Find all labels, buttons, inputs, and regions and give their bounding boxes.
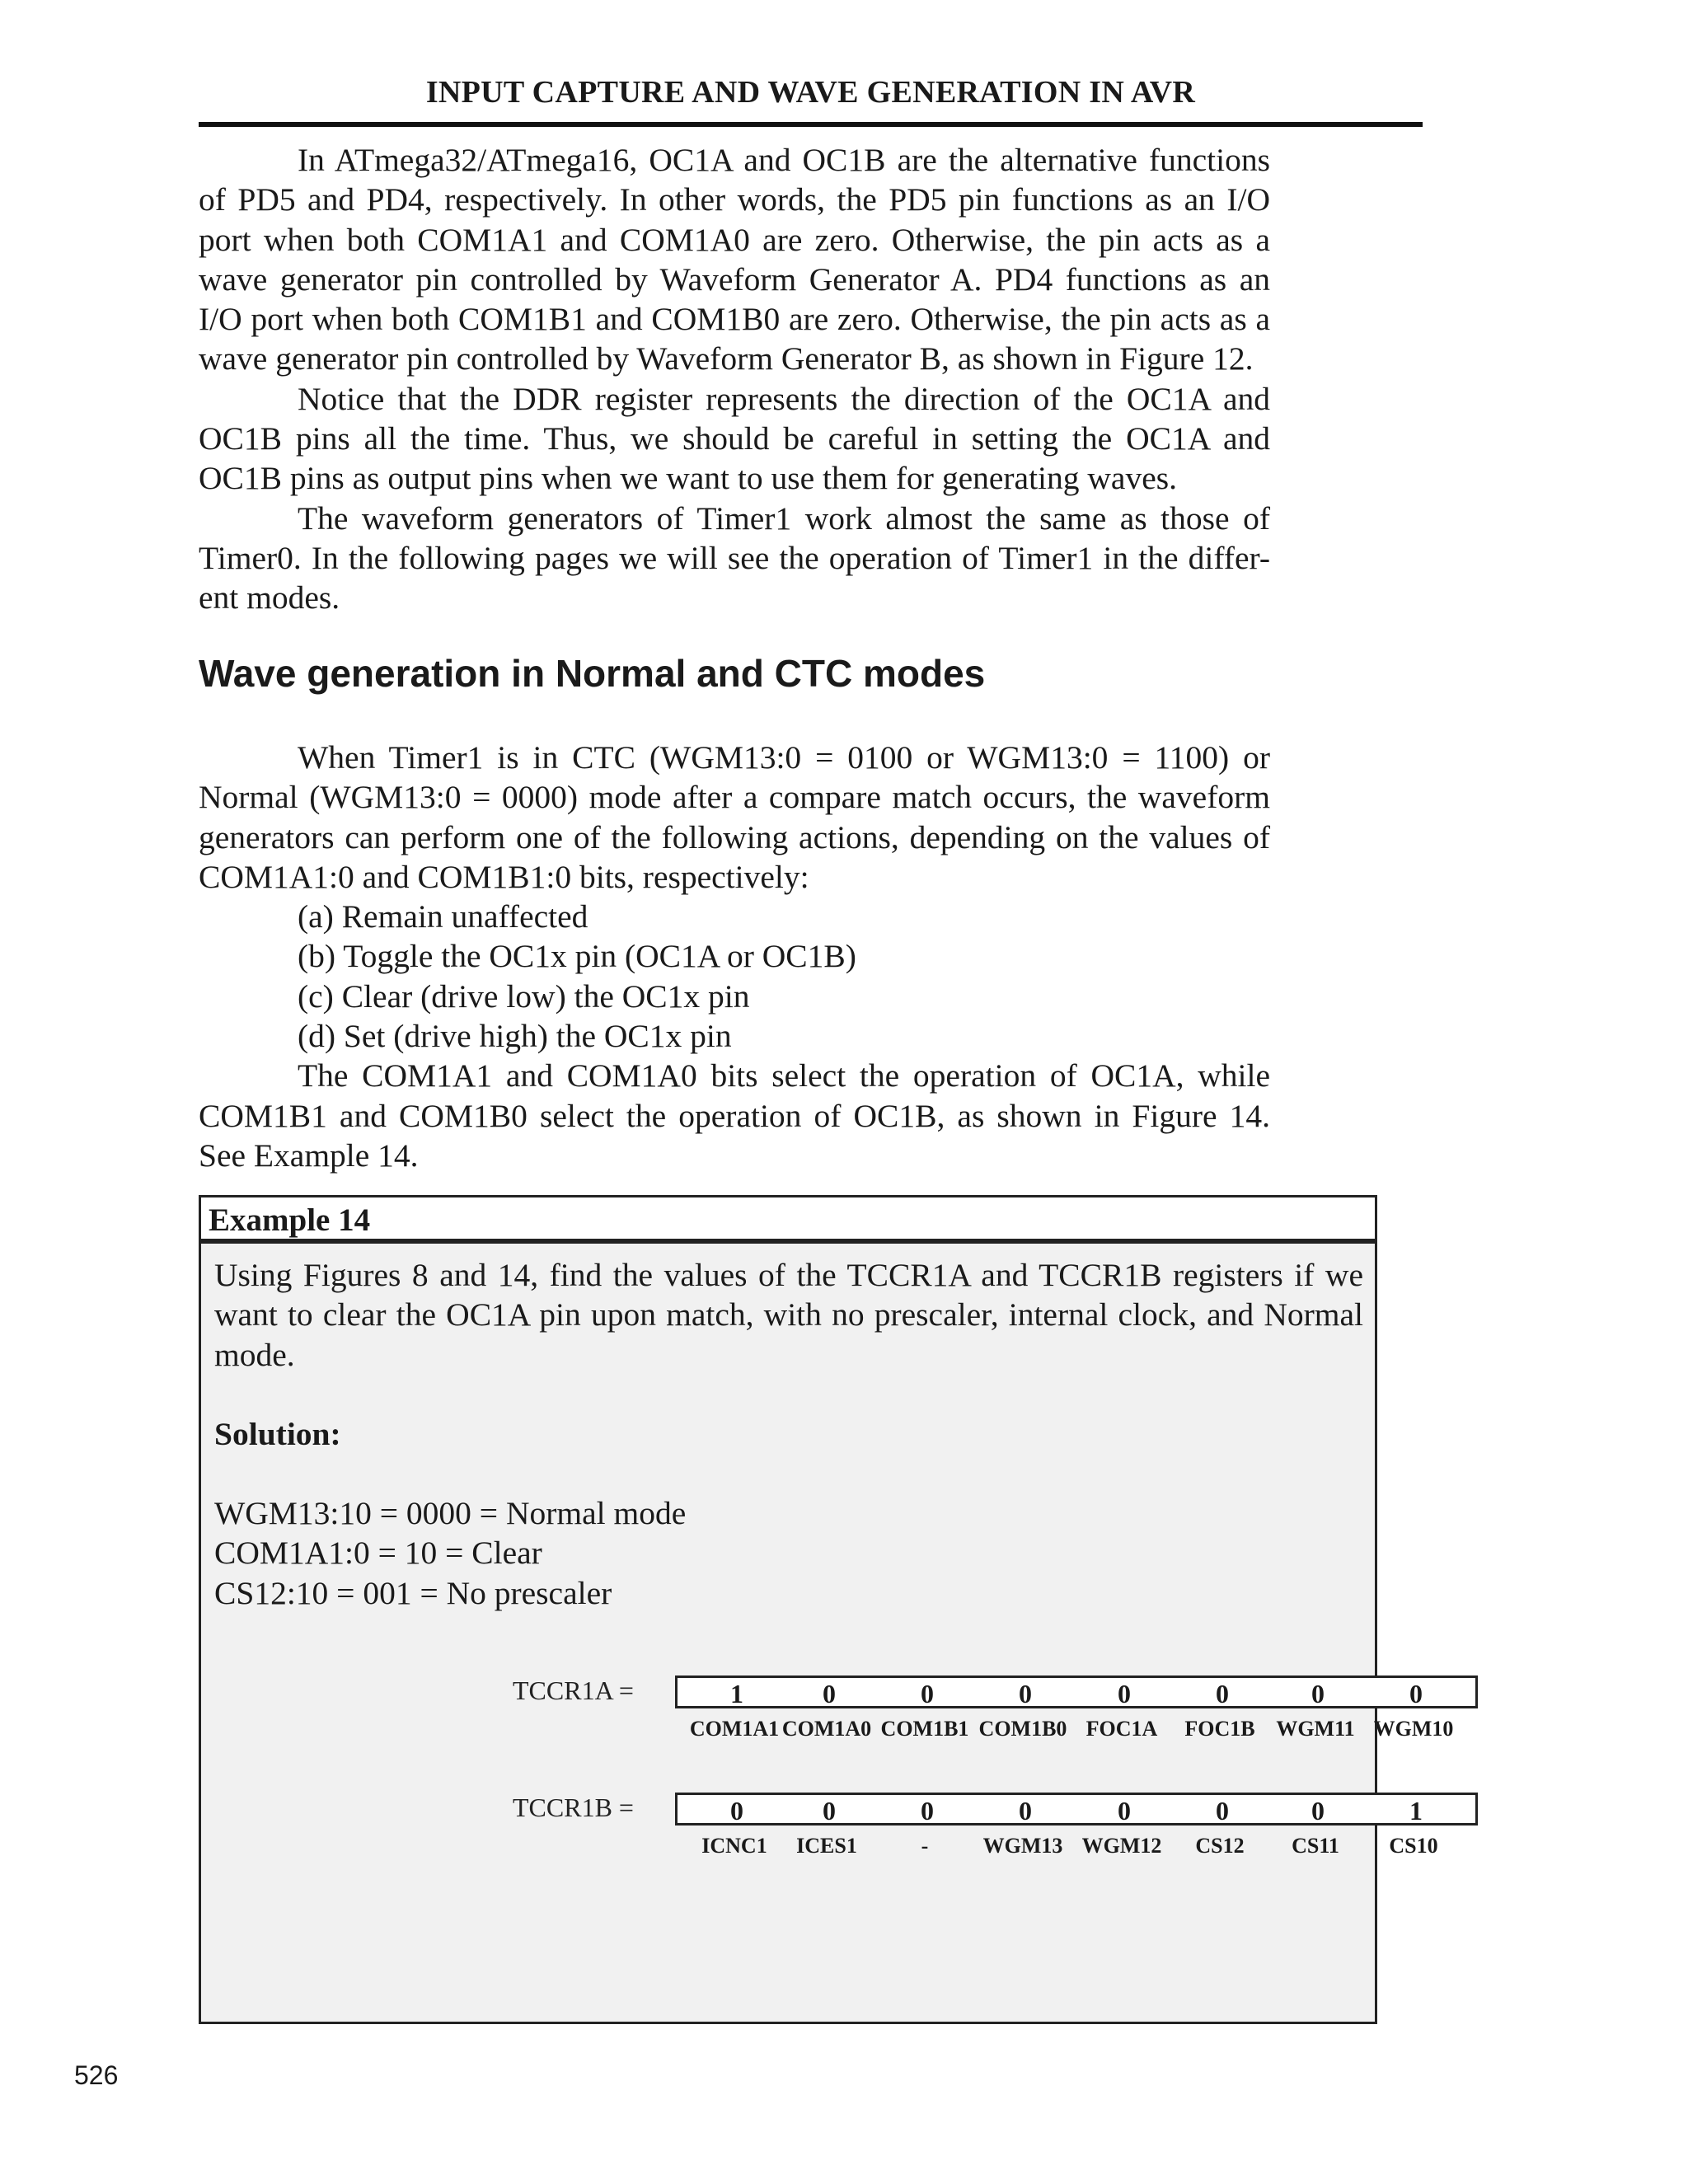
bit-value: 0 — [730, 1796, 743, 1825]
bit-name: CS10 — [1389, 1834, 1438, 1858]
bit-value: 0 — [1118, 1679, 1131, 1708]
page-number: 526 — [74, 2060, 119, 2090]
tccr1a-register — [675, 1675, 1478, 1708]
bit-name: CS12 — [1195, 1834, 1245, 1858]
example-question: Using Figures 8 and 14, find the values of the TCCR1A and TCCR1B registers if we want to clear the OC1A pin upon match, with no prescaler, internal clock, and Normal mode. — [214, 1257, 1363, 1373]
solution-line: WGM13:10 = 0000 = Normal mode — [214, 1495, 687, 1532]
bit-value: 1 — [730, 1679, 743, 1708]
bit-value: 0 — [1216, 1796, 1229, 1825]
list-item: (b) Toggle the OC1x pin (OC1A or OC1B) — [298, 938, 856, 975]
page-header: INPUT CAPTURE AND WAVE GENERATION IN AVR — [425, 75, 1196, 110]
section-title: Wave generation in Normal and CTC modes — [199, 652, 986, 695]
solution-label: Solution: — [214, 1415, 341, 1452]
bit-name: FOC1A — [1085, 1717, 1158, 1741]
bit-value: 0 — [1216, 1679, 1229, 1708]
tccr1b-label: TCCR1B = — [513, 1793, 634, 1822]
bit-value: 1 — [1409, 1796, 1423, 1825]
tccr1a-bit-names — [675, 1717, 1478, 1745]
bit-value: 0 — [1019, 1679, 1032, 1708]
intro-paragraph: The waveform generators of Timer1 work almost the same as those of Timer0. In the following pages we will see the operation of Timer1 in the differ-ent modes. — [199, 499, 1270, 616]
bit-name: ICNC1 — [701, 1834, 767, 1858]
example-box — [199, 1195, 1454, 2024]
list-item: (a) Remain unaffected — [298, 898, 588, 935]
header-rule — [199, 122, 1423, 127]
bit-value: 0 — [1409, 1679, 1423, 1708]
bit-value: 0 — [1019, 1796, 1032, 1825]
section-paragraph: The COM1A1 and COM1A0 bits select the operation of OC1A, while COM1B1 and COM1B0 select the operation of OC1B, as shown in Figure 14. See Example 14. — [199, 1057, 1270, 1174]
bit-value: 0 — [1311, 1679, 1325, 1708]
bit-value: 0 — [921, 1796, 934, 1825]
bit-name: WGM11 — [1276, 1717, 1355, 1741]
tccr1b-register — [675, 1793, 1478, 1825]
solution-lines — [214, 1493, 1363, 1613]
bit-value: 0 — [823, 1796, 836, 1825]
solution-line: CS12:10 = 001 = No prescaler — [214, 1574, 612, 1611]
tccr1a-label: TCCR1A = — [513, 1675, 634, 1705]
bit-value: 0 — [1118, 1796, 1131, 1825]
bit-name: COM1A1 — [689, 1717, 780, 1741]
bit-name: WGM12 — [1081, 1834, 1162, 1858]
intro-paragraph: Notice that the DDR register represents the direction of the OC1A and OC1B pins all the time. Thus, we should be careful in setting the OC1A and OC1B pins as output pins when we want to use them for generating waves. — [199, 380, 1270, 497]
intro-text — [199, 140, 1270, 618]
list-item: (d) Set (drive high) the OC1x pin — [298, 1018, 732, 1055]
example-content — [214, 1255, 1363, 1613]
list-item: (c) Clear (drive low) the OC1x pin — [298, 977, 750, 1015]
bit-name: WGM13 — [982, 1834, 1063, 1858]
bit-value: 0 — [1311, 1796, 1325, 1825]
tccr1b-bit-names — [675, 1834, 1478, 1862]
bit-name: ICES1 — [796, 1834, 857, 1858]
section-text — [199, 738, 1270, 1175]
bit-name: COM1B0 — [978, 1717, 1067, 1741]
example-title: Example 14 — [201, 1197, 1375, 1244]
bit-value: 0 — [823, 1679, 836, 1708]
bit-name: COM1A0 — [781, 1717, 872, 1741]
solution-line: COM1A1:0 = 10 = Clear — [214, 1535, 542, 1572]
bit-name: FOC1B — [1184, 1717, 1255, 1741]
bit-name: CS11 — [1292, 1834, 1339, 1858]
section-paragraph: When Timer1 is in CTC (WGM13:0 = 0100 or WGM13:0 = 1100) or Normal (WGM13:0 = 0000) mode after a compare match occurs, the waveform generators can perform one of the following actions, depending on the values of COM1A1:0 and COM1B1:0 bits, respectively: — [199, 739, 1270, 895]
intro-paragraph: In ATmega32/ATmega16, OC1A and OC1B are the alternative functions of PD5 and PD4, respectively. In other words, the PD5 pin functions as an I/O port when both COM1A1 and COM1A0 are zero. Otherwise, the pin acts as a wave generator pin controlled by Waveform Generator A. PD4 functions as an I/O port when both COM1B1 and COM1B0 are zero. Otherwise, the pin acts as a wave generator pin controlled by Waveform Generator B, as shown in Figure 12. — [199, 142, 1270, 377]
bit-value: 0 — [921, 1679, 934, 1708]
bit-name: COM1B1 — [880, 1717, 969, 1741]
bit-name: WGM10 — [1373, 1717, 1454, 1741]
bit-name: - — [921, 1834, 929, 1858]
